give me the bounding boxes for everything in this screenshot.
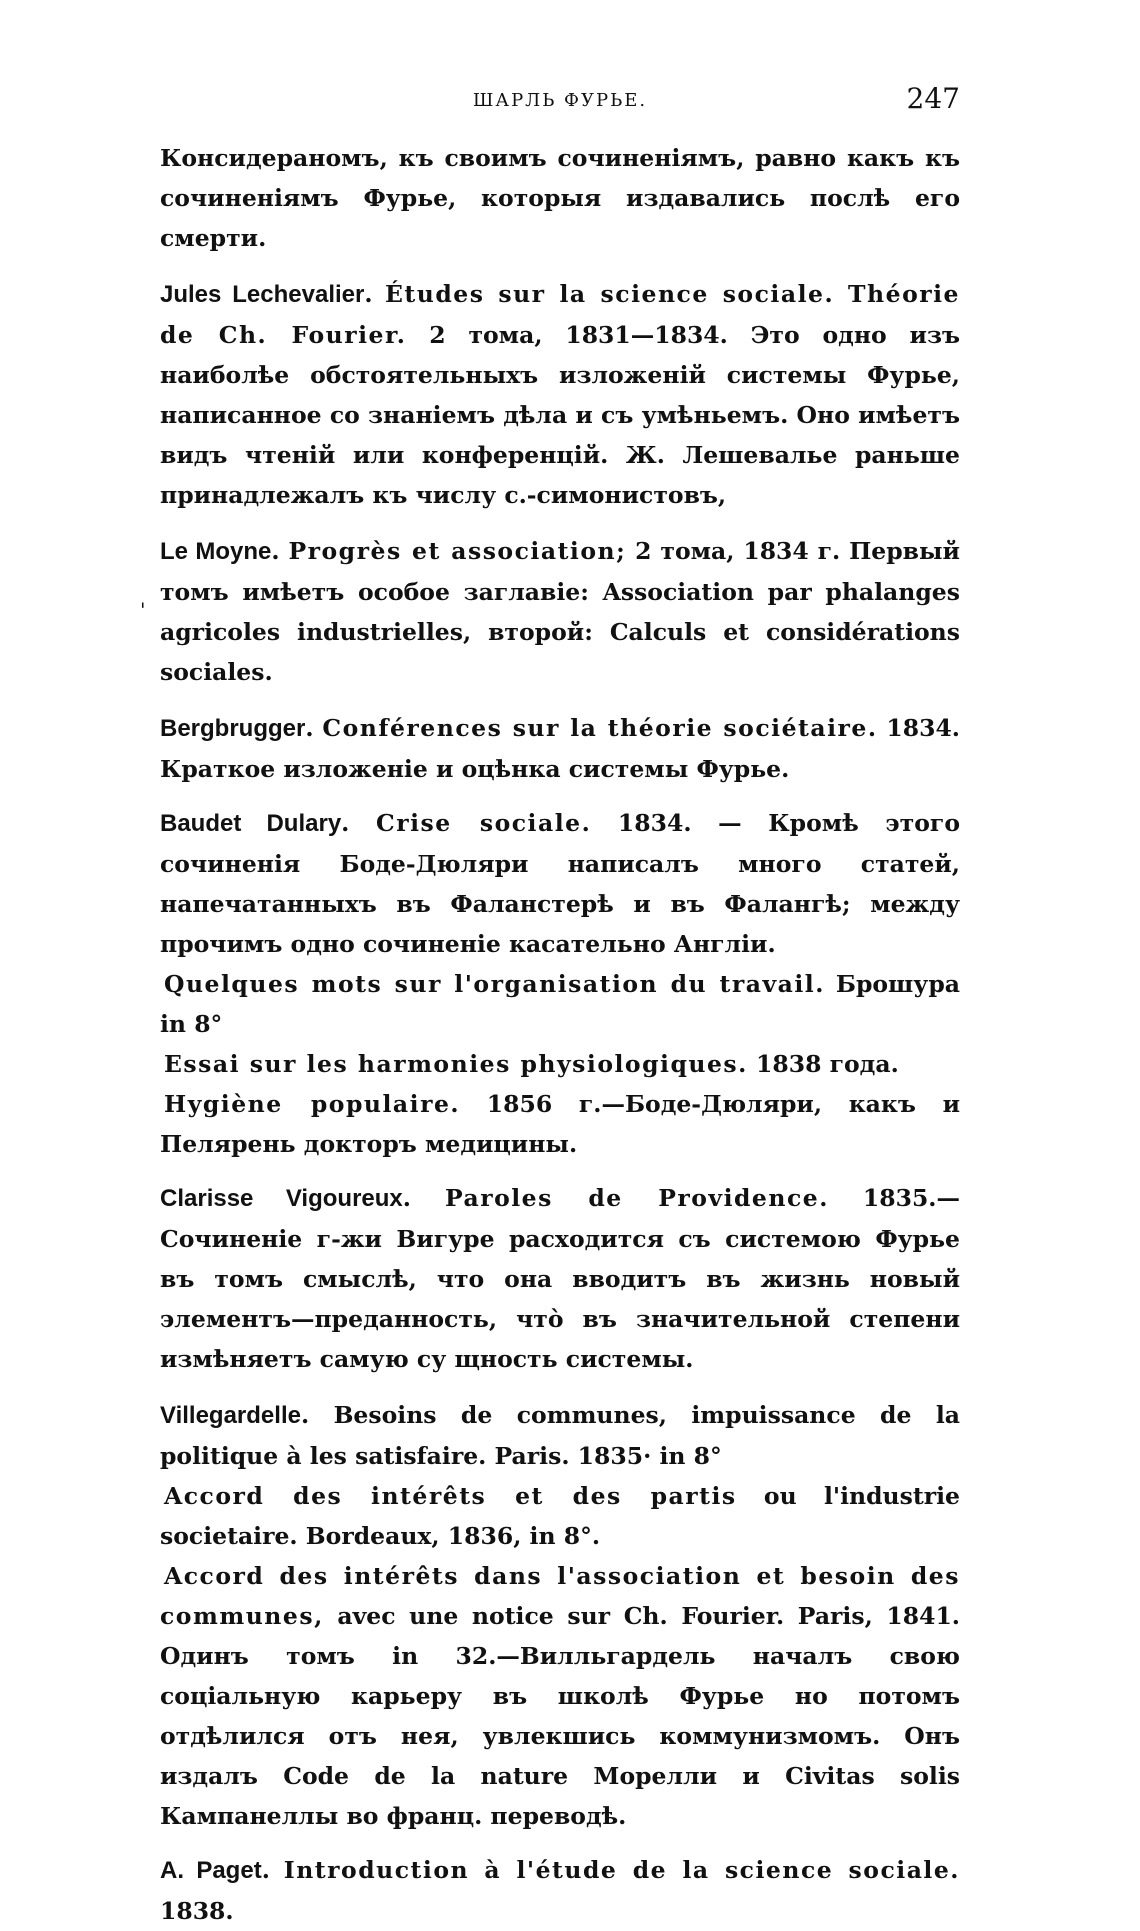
separator: . — [364, 280, 385, 308]
separator: . — [402, 1184, 445, 1212]
author-villegardelle: Villegardelle — [160, 1402, 301, 1429]
separator: . — [305, 714, 323, 742]
paragraph-1-text: Консидераномъ, къ своимъ сочиненiямъ, равно какъ къ сочиненiямъ Фурье, которыя издавались послѣ его смерти. — [160, 144, 960, 252]
title-accord-association: Accord des intérêts dans l'association et besoin des communes, — [160, 1562, 960, 1630]
paragraph-3-text: 2 тома, 1834 г. Первый томъ имѣетъ особое заглавiе: Association par phalanges agricoles industrielles, второй: Calculs et considérations sociales. — [160, 537, 960, 686]
paragraph-5-text: 1834. — Кромѣ этого сочиненiя Боде-Дюляри написалъ много статей, напечатанныхъ въ Фаланстерѣ и въ Фалангѣ; между прочимъ одно сочиненiе касательно Англiи. — [160, 809, 960, 958]
author-le-moyne: Le Moyne — [160, 538, 272, 565]
running-head: ШАРЛЬ ФУРЬЕ. — [472, 90, 648, 111]
paragraph-13-text: 1838. — [160, 1897, 234, 1925]
paragraph-9 — [160, 1178, 960, 1379]
paragraph-7 — [160, 1044, 960, 1084]
title-lechevalier: Études sur la science sociale. Théorie de Ch. Fourier. — [160, 280, 961, 349]
separator: . — [271, 537, 289, 565]
body-text — [160, 138, 960, 1931]
paragraph-1 — [160, 138, 960, 258]
paragraph-5 — [160, 803, 960, 964]
paragraph-4 — [160, 708, 960, 789]
title-paroles: Paroles de Providence. — [444, 1184, 829, 1212]
title-bergbrugger: Conférences sur la théorie sociétaire. — [322, 714, 878, 742]
author-bergbrugger: Bergbrugger — [160, 715, 306, 742]
author-lechevalier: Jules Lechevalier — [160, 281, 365, 308]
paragraph-12 — [160, 1556, 960, 1836]
paragraph-6 — [160, 964, 960, 1044]
paragraph-10-text: Besoins de communes, impuissance de la politique à les satisfaire. Paris. 1835· in 8° — [160, 1401, 960, 1470]
separator: . — [341, 809, 376, 837]
paragraph-6-text: Брошура in 8° — [160, 970, 961, 1038]
paragraph-13 — [160, 1850, 960, 1931]
title-quelques-mots: Quelques mots sur l'organisation du travail. — [164, 970, 825, 998]
paragraph-2-text: 2 тома, 1831—1834. Это одно изъ наиболѣе обстоятельныхъ изложенiй системы Фурье, написанное со знанiемъ дѣла и съ умѣньемъ. Оно имѣетъ видъ чтенiй или конференцiй. Ж. Лешевалье раньше принадлежалъ къ числу с.-симонистовъ, — [160, 321, 960, 509]
stray-mark: ' — [140, 598, 146, 622]
page-header — [160, 82, 960, 122]
title-le-moyne: Progrès et association; — [288, 537, 627, 565]
paragraph-3 — [160, 531, 960, 692]
separator: . — [261, 1856, 284, 1884]
paragraph-8-text: 1856 г.—Боде-Дюляри, какъ и Пелярень докторъ медицины. — [160, 1090, 960, 1158]
paragraph-7-text: 1838 года. — [747, 1050, 899, 1078]
title-accord-partis: Accord des intérêts et des partis — [164, 1482, 737, 1510]
title-essai: Essai sur les harmonies physiologiques. — [164, 1050, 748, 1078]
paragraph-12-text: avec une notice sur Ch. Fourier. Paris, 1841. Одинъ томъ in 32.—Вилльгардель началъ свою соцiальную карьеру въ школѣ Фурье но потомъ отдѣлился отъ нея, увлекшись коммунизмомъ. Онъ издалъ Code de la nature Морелли и Civitas solis Кампанеллы во франц. переводѣ. — [160, 1602, 960, 1830]
paragraph-4-text: 1834. Краткое изложенiе и оцѣнка системы Фурье. — [160, 714, 960, 783]
author-paget: A. Paget — [160, 1857, 262, 1884]
paragraph-10 — [160, 1395, 960, 1476]
paragraph-9-text: 1835.—Сочиненiе г-жи Вигуре расходится съ системою Фурье въ томъ смыслѣ, что она вводитъ въ жизнь новый элементъ—преданность, чтò въ значительной степени измѣняетъ самую су щность системы. — [160, 1184, 960, 1373]
author-vigoureux: Clarisse Vigoureux — [160, 1185, 403, 1212]
paragraph-2 — [160, 274, 960, 515]
paragraph-11 — [160, 1476, 960, 1556]
paragraph-11-text: ou l'industrie societaire. Bordeaux, 1836, in 8°. — [160, 1482, 960, 1550]
separator: . — [300, 1401, 334, 1429]
title-baudet-dulary: Crise sociale. — [376, 809, 592, 837]
title-hygiene: Hygiène populaire. — [164, 1090, 461, 1118]
page-number: 247 — [906, 82, 960, 115]
author-baudet-dulary: Baudet Dulary — [160, 810, 342, 837]
paragraph-8 — [160, 1084, 960, 1164]
title-introduction: Introduction à l'étude de la science sociale. — [283, 1856, 960, 1884]
